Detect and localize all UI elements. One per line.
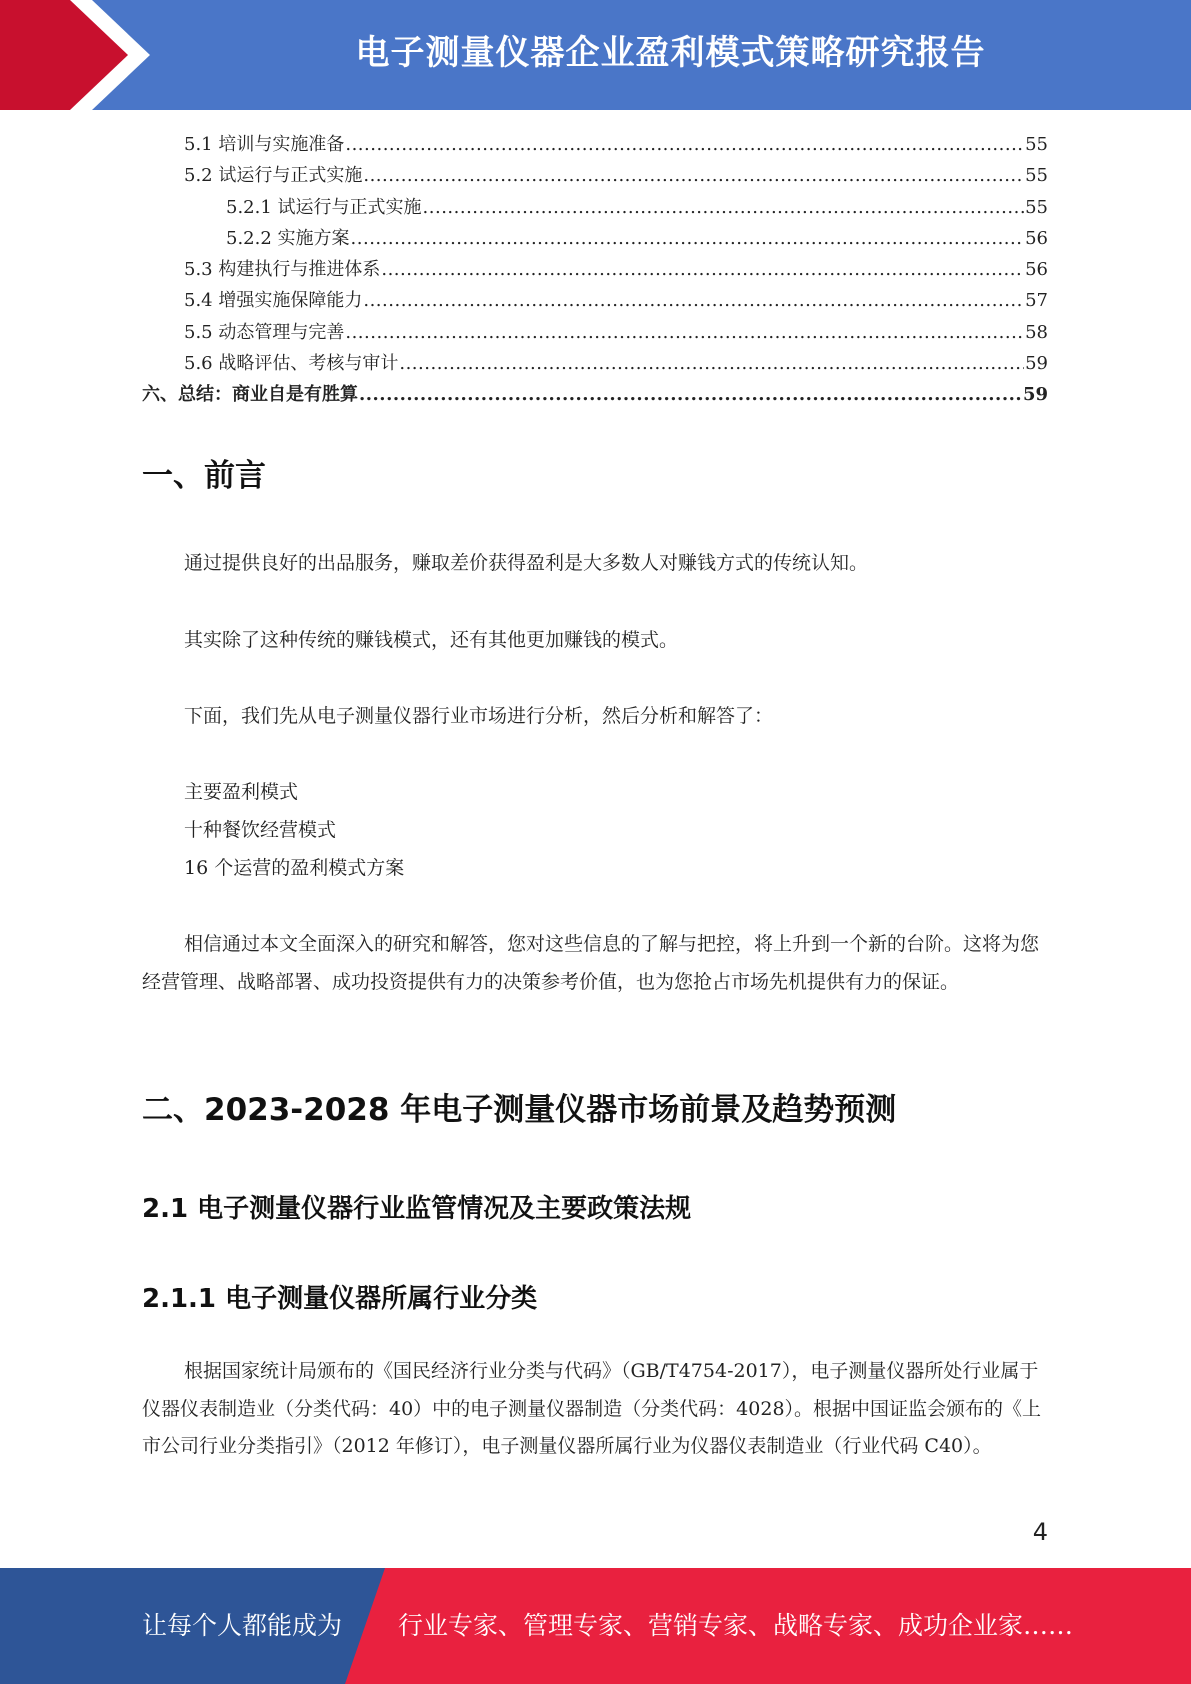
page-header (0, 0, 1191, 110)
toc-entry-label: 5.6 战略评估、考核与审计 (184, 353, 399, 375)
toc-leader-dots (359, 384, 1022, 405)
toc-entry-page: 55 (1025, 196, 1048, 218)
paragraph: 下面，我们先从电子测量仪器行业市场进行分析，然后分析和解答了： (184, 705, 774, 727)
toc-leader-dots (351, 228, 1025, 249)
toc-entry-label: 六、总结：商业自是有胜算 (142, 384, 358, 406)
toc-entry-label: 5.2.1 试运行与正式实施 (226, 196, 422, 218)
toc-entry-label: 5.2.2 实施方案 (226, 227, 350, 249)
toc-entry[interactable] (142, 161, 1048, 192)
page-footer (0, 1568, 1191, 1684)
paragraph: 根据国家统计局颁布的《国民经济行业分类与代码》（GB/T4754-2017），电子测量仪器所处行业属于仪器仪表制造业（分类代码：40）中的电子测量仪器制造（分类代码：4028）。根据中国证监会颁布的《上市公司行业分类指引》（2012 年修订），电子测量仪器所属行业为仪器仪表制造业（行业代码 C40）。 (142, 1360, 1042, 1457)
toc-leader-dots (363, 165, 1024, 186)
toc-entry[interactable] (142, 286, 1048, 317)
toc-entry-page: 59 (1022, 384, 1048, 406)
toc-entry[interactable] (142, 349, 1048, 380)
header-arrow-decoration (0, 0, 150, 110)
list-item: 十种餐饮经营模式 (184, 819, 337, 841)
toc-entry[interactable] (142, 224, 1048, 255)
toc-entry[interactable] (142, 255, 1048, 286)
toc-entry[interactable] (142, 130, 1048, 161)
toc-entry-page: 56 (1025, 259, 1048, 281)
paragraph: 通过提供良好的出品服务，赚取差价获得盈利是大多数人对赚钱方式的传统认知。 (184, 552, 869, 574)
toc-leader-dots (345, 134, 1024, 155)
list-item: 主要盈利模式 (184, 781, 299, 803)
toc-entry-label: 5.5 动态管理与完善 (184, 321, 345, 343)
toc-entry-label: 5.1 培训与实施准备 (184, 134, 345, 155)
list-item: 16 个运营的盈利模式方案 (184, 857, 405, 879)
toc-leader-dots (363, 290, 1024, 311)
toc-leader-dots (381, 259, 1024, 280)
subsection-heading: 2.1.1 电子测量仪器所属行业分类 (142, 1284, 538, 1314)
toc-entry-page: 55 (1025, 165, 1048, 187)
toc-leader-dots (345, 322, 1024, 343)
toc-leader-dots (423, 197, 1025, 218)
toc-entry-page: 59 (1025, 353, 1048, 375)
toc-entry-label: 5.2 试运行与正式实施 (184, 165, 363, 187)
section-heading-preface: 一、前言 (142, 458, 266, 494)
toc-entry[interactable] (142, 318, 1048, 349)
toc-entry-label: 5.4 增强实施保障能力 (184, 290, 363, 312)
paragraph: 相信通过本文全面深入的研究和解答，您对这些信息的了解与把控，将上升到一个新的台阶。这将为您经营管理、战略部署、成功投资提供有力的决策参考价值，也为您抢占市场先机提供有力的保证。 (142, 933, 1040, 993)
toc-entry-page: 57 (1025, 290, 1048, 312)
section-heading-market-outlook: 二、2023-2028 年电子测量仪器市场前景及趋势预测 (142, 1092, 897, 1128)
toc-entry-page: 55 (1025, 134, 1048, 155)
toc-leader-dots (399, 353, 1024, 374)
table-of-contents (142, 130, 1048, 412)
page-number: 4 (1032, 1518, 1048, 1546)
toc-entry-label: 5.3 构建执行与推进体系 (184, 259, 381, 281)
paragraph: 其实除了这种传统的赚钱模式，还有其他更加赚钱的模式。 (184, 629, 679, 651)
toc-entry-page: 58 (1025, 321, 1048, 343)
subsection-heading: 2.1 电子测量仪器行业监管情况及主要政策法规 (142, 1194, 692, 1224)
toc-entry-chapter[interactable] (142, 380, 1048, 411)
toc-entry-page: 56 (1025, 227, 1048, 249)
footer-slogan-left: 让每个人都能成为 (142, 1611, 343, 1640)
toc-entry[interactable] (142, 193, 1048, 224)
footer-slogan-right: 行业专家、管理专家、营销专家、战略专家、成功企业家…… (398, 1611, 1074, 1640)
document-title: 电子测量仪器企业盈利模式策略研究报告 (355, 33, 986, 73)
